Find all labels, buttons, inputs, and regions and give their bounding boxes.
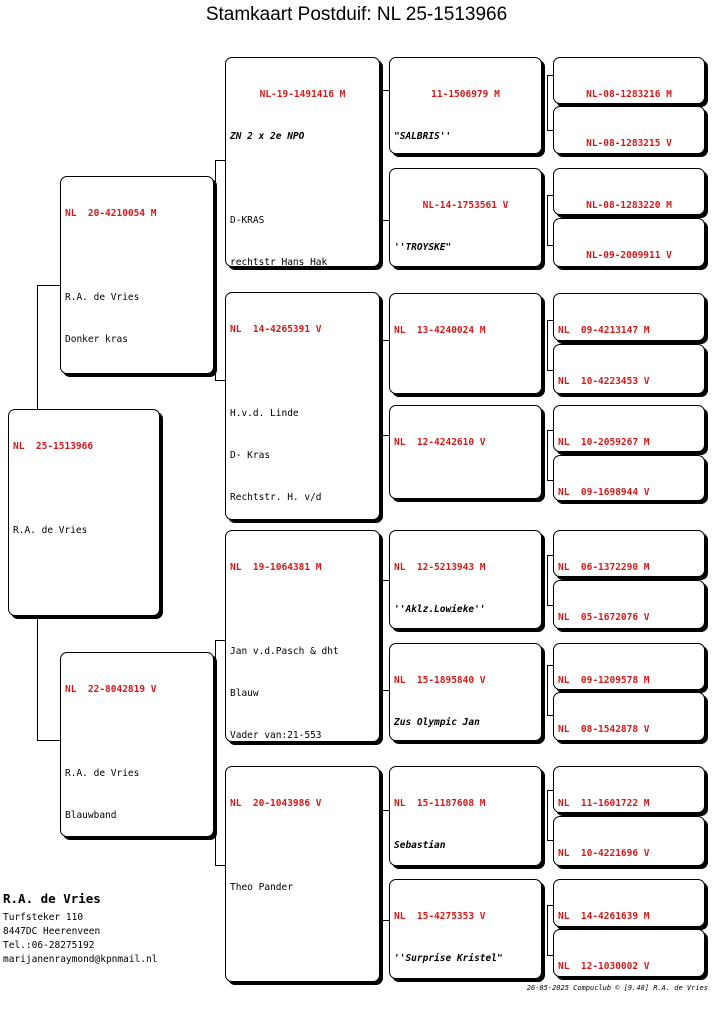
- connector-line: [547, 790, 548, 840]
- ring-number: NL-19-1491416 M: [259, 89, 346, 100]
- ring-number: NL-14-1753561 V: [422, 200, 509, 211]
- great-grandparent-card[interactable]: [389, 530, 542, 629]
- ring-number: NL 09-1209578 M: [558, 675, 650, 686]
- info-line: Theo Pander: [230, 882, 293, 893]
- info-line: Rechtstr. H. v/d: [230, 492, 322, 503]
- ring-number: 11-1506979 M: [431, 89, 500, 100]
- grandfather-maternal-card[interactable]: [225, 530, 380, 742]
- info-line: R.A. de Vries: [65, 292, 140, 303]
- info-line: H.v.d. Linde: [230, 408, 299, 419]
- connector-line: [381, 810, 389, 811]
- info-line: D-KRAS: [230, 215, 265, 226]
- connector-line: [37, 740, 62, 741]
- connector-line: [381, 810, 382, 920]
- info-line: Donker kras: [65, 334, 128, 345]
- ring-number: NL-08-1283216 M: [586, 89, 672, 100]
- ring-number: NL 15-4275353 V: [394, 911, 486, 922]
- pigeon-name: Zus Olympic Jan: [394, 717, 480, 728]
- great-grandparent-card[interactable]: [389, 293, 542, 394]
- connector-line: [547, 320, 548, 370]
- great-grandparent-card[interactable]: [389, 405, 542, 499]
- ancestor-card[interactable]: [553, 405, 705, 452]
- ancestor-card[interactable]: [553, 57, 705, 104]
- grandmother-maternal-card[interactable]: [225, 766, 380, 982]
- ring-number: NL 13-4240024 M: [394, 325, 486, 336]
- info-line: Blauwband: [65, 810, 117, 821]
- ring-number: NL 06-1372290 M: [558, 562, 650, 573]
- ring-number: NL 05-1672076 V: [558, 612, 650, 623]
- ring-number: NL 20-4210054 M: [65, 208, 157, 219]
- ring-number: NL-08-1283220 M: [586, 200, 672, 211]
- ring-number: NL 10-2059267 M: [558, 437, 650, 448]
- connector-line: [381, 580, 382, 690]
- ancestor-card[interactable]: [553, 816, 705, 866]
- phone-line: Tel.:06-28275192: [3, 940, 95, 951]
- connector-line: [381, 340, 382, 435]
- connector-line: [381, 690, 389, 691]
- ancestor-card[interactable]: [553, 218, 705, 267]
- connector-line: [215, 865, 225, 866]
- great-grandparent-card[interactable]: [389, 643, 542, 741]
- pigeon-name: ''Surprise Kristel": [394, 953, 503, 964]
- ring-number: NL 14-4265391 V: [230, 324, 322, 335]
- connector-line: [215, 380, 225, 381]
- ring-number: NL 15-1895840 V: [394, 675, 486, 686]
- ring-number: NL 09-1698944 V: [558, 487, 650, 498]
- info-line: rechtstr Hans Hak: [230, 257, 328, 267]
- connector-line: [381, 580, 389, 581]
- owner-name: R.A. de Vries: [3, 891, 101, 906]
- info-line: Blauw: [230, 688, 259, 699]
- ring-number: NL 22-8042819 V: [65, 684, 157, 695]
- info-line: Vader van:21-553: [230, 730, 322, 741]
- ancestor-card[interactable]: [553, 106, 705, 154]
- connector-line: [547, 905, 548, 955]
- ring-number: NL 11-1601722 M: [558, 798, 650, 809]
- info-line: R.A. de Vries: [65, 768, 140, 779]
- ancestor-card[interactable]: [553, 530, 705, 577]
- grandmother-paternal-card[interactable]: [225, 292, 380, 520]
- ancestor-card[interactable]: [553, 344, 705, 394]
- connector-line: [547, 195, 548, 245]
- ring-number: NL 10-4221696 V: [558, 848, 650, 859]
- connector-line: [381, 220, 389, 221]
- footer-text: 26-05-2025 Compuclub © [9.48] R.A. de Vries: [526, 984, 708, 992]
- ancestor-card[interactable]: [553, 879, 705, 927]
- ring-number: NL-08-1283215 V: [586, 138, 672, 149]
- email-line[interactable]: marijanenraymond@kpnmail.nl: [3, 954, 158, 965]
- ancestor-card[interactable]: [553, 929, 705, 977]
- connector-line: [215, 160, 216, 380]
- pigeon-name: Sebastian: [394, 840, 446, 851]
- connector-line: [37, 285, 62, 286]
- ancestor-card[interactable]: [553, 692, 705, 741]
- connector-line: [381, 920, 389, 921]
- connector-line: [547, 75, 548, 130]
- ring-number: NL 20-1043986 V: [230, 798, 322, 809]
- connector-line: [215, 640, 216, 865]
- ring-number: NL 10-4223453 V: [558, 376, 650, 387]
- ring-number: NL 09-4213147 M: [558, 325, 650, 336]
- great-grandparent-card[interactable]: [389, 879, 542, 979]
- connector-line: [547, 555, 548, 605]
- ring-number: NL 08-1542878 V: [558, 724, 650, 735]
- great-grandparent-card[interactable]: [389, 57, 542, 154]
- great-grandparent-card[interactable]: [389, 168, 542, 267]
- grandfather-paternal-card[interactable]: [225, 57, 380, 267]
- page-title: Stamkaart Postduif: NL 25-1513966: [205, 4, 508, 25]
- address-line: 8447DC Heerenveen: [3, 926, 101, 937]
- connector-line: [381, 340, 389, 341]
- info-line: Jan v.d.Pasch & dht: [230, 646, 339, 657]
- ancestor-card[interactable]: [553, 643, 705, 690]
- connector-line: [381, 435, 389, 436]
- father-card[interactable]: [60, 176, 214, 374]
- pigeon-name: ''Aklz.Lowieke'': [394, 604, 486, 615]
- ancestor-card[interactable]: [553, 455, 705, 501]
- address-line: Turfsteker 110: [3, 912, 84, 923]
- info-line: D- Kras: [230, 450, 271, 461]
- connector-line: [381, 90, 382, 220]
- pigeon-name: ''TROYSKE": [394, 242, 452, 253]
- ring-number: NL-09-2009911 V: [586, 250, 672, 261]
- ancestor-card[interactable]: [553, 293, 705, 341]
- ring-number: NL 12-1030002 V: [558, 961, 650, 972]
- ring-number: NL 12-4242610 V: [394, 437, 486, 448]
- ring-number: NL 19-1064381 M: [230, 562, 322, 573]
- ancestor-card[interactable]: [553, 766, 705, 813]
- connector-line: [547, 430, 548, 480]
- mother-card[interactable]: [60, 652, 214, 837]
- connector-line: [381, 90, 389, 91]
- owner-address: [3, 911, 157, 967]
- ring-number: NL 12-5213943 M: [394, 562, 486, 573]
- ancestor-card[interactable]: [553, 168, 705, 215]
- ring-number: NL 25-1513966: [13, 441, 94, 452]
- great-grandparent-card[interactable]: [389, 766, 542, 866]
- ring-number: NL 14-4261639 M: [558, 911, 650, 922]
- ancestor-card[interactable]: [553, 580, 705, 629]
- connector-line: [215, 160, 225, 161]
- subject-card[interactable]: [8, 409, 160, 616]
- pigeon-name: ZN 2 x 2e NPO: [230, 131, 305, 142]
- ring-number: NL 15-1187608 M: [394, 798, 486, 809]
- connector-line: [547, 665, 548, 715]
- connector-line: [215, 640, 225, 641]
- info-line: R.A. de Vries: [13, 525, 88, 536]
- pigeon-name: "SALBRIS'': [394, 131, 452, 142]
